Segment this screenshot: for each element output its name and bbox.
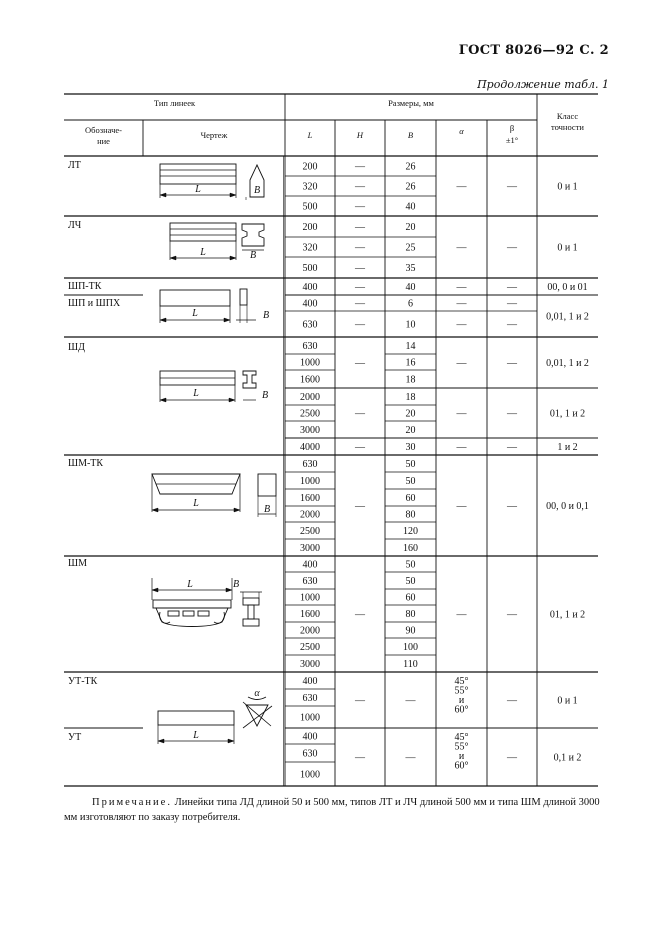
drawing-shape: [214, 612, 224, 623]
cell-alpha: 60°: [454, 704, 469, 716]
cell-L: 2000: [300, 509, 320, 521]
cell-alpha: —: [456, 282, 467, 293]
header-accuracy: точности: [551, 122, 584, 132]
cell-L: 630: [302, 319, 318, 331]
cell-L: 1600: [300, 374, 320, 386]
cell-alpha: —: [456, 298, 467, 310]
cell-L: 2000: [300, 392, 320, 403]
cell-L: 630: [302, 341, 318, 352]
cell-L: 320: [302, 181, 318, 193]
drawing-shape: [229, 398, 235, 402]
note-text: Линейки типа ЛД длиной 50 и 500 мм, типов ЛТ и ЛЧ длиной 500 мм и типа ШМ длиной 3000 мм изготовляют по заказу потребителя.: [64, 797, 600, 823]
cell-alpha: —: [456, 358, 467, 369]
header-sizes-group: Размеры, мм: [388, 98, 434, 108]
cell-L: 1000: [300, 592, 320, 604]
drawing-shape: [234, 508, 240, 512]
cell-H: —: [355, 319, 365, 331]
cell-B: 6: [408, 298, 413, 310]
cell-B: 35: [405, 263, 416, 274]
header-beta: β: [509, 123, 515, 133]
cell-B: 110: [403, 659, 418, 670]
cell-alpha: —: [456, 609, 467, 621]
drawing-shape: [224, 318, 230, 322]
cell-beta: —: [507, 298, 517, 310]
cell-beta: —: [507, 282, 517, 293]
drawing-shape: [153, 600, 231, 608]
cell-L: 4000: [300, 442, 320, 453]
drawing-shape: [242, 224, 264, 246]
cell-alpha: —: [456, 181, 467, 193]
cell-L: 2500: [300, 526, 320, 537]
cell-H: —: [355, 282, 365, 293]
cell-H: —: [355, 222, 365, 233]
cell-B: 16: [405, 357, 416, 369]
cell-class: 0,01, 1 и 2: [546, 311, 589, 323]
label-B: B: [253, 185, 261, 196]
cell-class: 01, 1 и 2: [549, 408, 586, 420]
cell-B: —: [405, 752, 416, 764]
cell-B: 30: [405, 442, 416, 453]
header-H: H: [356, 130, 364, 140]
cell-B: 20: [405, 408, 416, 420]
cell-beta: —: [507, 501, 517, 512]
row-name-SHPTK: ШП-ТК: [68, 281, 102, 292]
cell-alpha: —: [456, 442, 467, 453]
cell-L: 200: [302, 222, 318, 233]
cell-alpha: 45°: [454, 676, 469, 687]
cell-B: 120: [403, 526, 418, 537]
cell-L: 2000: [300, 625, 320, 637]
header-alpha: α: [459, 126, 464, 136]
label-B: B: [262, 310, 270, 321]
cell-L: 1000: [300, 476, 320, 487]
continuation-label: Продолжение табл. 1: [477, 78, 609, 91]
header-designation: Обозначе-: [85, 125, 122, 135]
drawing-shape: [230, 193, 236, 197]
header-type-group: Тип линеек: [153, 98, 196, 108]
cell-L: 1600: [300, 493, 320, 504]
cell-alpha: 55°: [454, 685, 469, 697]
drawing-LT: [160, 164, 264, 200]
cell-H: —: [355, 501, 365, 512]
row-name-LT: ЛТ: [68, 160, 81, 171]
drawing-shape: [152, 508, 158, 512]
cell-L: 1600: [300, 609, 320, 620]
header-B: B: [407, 130, 414, 140]
cell-class: 00, 0 и 01: [547, 282, 588, 293]
cell-L: 400: [302, 676, 318, 687]
cell-L: 2500: [300, 408, 320, 420]
label-B: B: [263, 504, 271, 515]
drawing-shape: [152, 588, 158, 592]
cell-B: 50: [405, 459, 416, 470]
cell-B: 10: [405, 319, 416, 331]
cell-beta: —: [507, 242, 517, 254]
drawing-shape: [230, 256, 236, 260]
cell-B: 80: [405, 509, 416, 521]
cell-L: 1000: [300, 357, 320, 369]
cell-H: —: [355, 358, 365, 369]
cell-H: —: [355, 181, 365, 193]
label-L: L: [193, 498, 199, 509]
cell-beta: —: [507, 752, 517, 764]
drawing-shape: [226, 588, 232, 592]
header-accuracy: Класс: [556, 111, 579, 121]
drawing-SHMTK: [152, 474, 276, 517]
row-name-SHM: ШМ: [68, 558, 87, 569]
cell-class: 1 и 2: [557, 442, 578, 453]
cell-alpha: 45°: [454, 732, 469, 743]
row-name-SHMTK: ШМ-ТК: [68, 458, 104, 469]
cell-L: 500: [302, 263, 318, 274]
cell-B: 20: [405, 425, 416, 436]
cell-H: —: [355, 242, 365, 254]
cell-H: —: [355, 752, 365, 764]
drawing-shape: [240, 289, 247, 305]
cell-beta: —: [507, 442, 517, 453]
cell-beta: —: [507, 695, 517, 707]
cell-H: —: [355, 201, 365, 213]
label-B: B: [249, 250, 257, 261]
cell-B: 100: [403, 642, 418, 653]
header-L: L: [307, 130, 313, 140]
page-header: ГОСТ 8026—92 С. 2: [458, 43, 609, 58]
cell-alpha: —: [456, 501, 467, 512]
drawing-shape: [243, 598, 259, 605]
drawing-LCH: [170, 223, 264, 261]
cell-beta: —: [507, 358, 517, 369]
cell-H: —: [355, 408, 365, 420]
label-L: L: [193, 730, 199, 741]
label-L: L: [200, 247, 206, 258]
label-alpha: α: [254, 688, 260, 699]
cell-L: 3000: [300, 659, 320, 670]
drawing-shape: [160, 164, 236, 184]
cell-B: 50: [405, 476, 416, 487]
header-drawing: Чертеж: [200, 130, 228, 140]
cell-L: 3000: [300, 543, 320, 554]
cell-L: 400: [302, 559, 318, 571]
cell-B: 50: [405, 576, 416, 587]
note-label: Примечание.: [92, 797, 172, 808]
label-B: B: [232, 579, 240, 590]
cell-H: —: [355, 609, 365, 621]
drawing-SHM: [152, 578, 262, 627]
label-L: L: [187, 579, 193, 590]
label-B: B: [261, 390, 269, 401]
cell-L: 200: [302, 161, 318, 173]
drawing-shape: [160, 398, 166, 402]
drawing-UT: [158, 688, 272, 744]
header-beta: ±1°: [505, 135, 519, 145]
cell-B: 26: [405, 181, 416, 193]
drawing-shape: [228, 739, 234, 743]
cell-B: 26: [405, 161, 416, 173]
cell-L: 500: [302, 201, 318, 213]
cell-H: —: [355, 161, 365, 173]
cell-beta: —: [507, 181, 517, 193]
cell-alpha: —: [456, 319, 467, 331]
cell-L: 630: [302, 693, 318, 704]
row-name-SHD: ШД: [68, 342, 85, 353]
cell-L: 320: [302, 242, 318, 254]
cell-class: 0,01, 1 и 2: [546, 358, 589, 369]
label-L: L: [192, 308, 198, 319]
cell-H: —: [355, 298, 365, 310]
cell-alpha: —: [456, 242, 467, 254]
row-name-UTTK: УТ-ТК: [68, 676, 98, 687]
row-name-UT: УТ: [68, 732, 82, 743]
label-L: L: [195, 184, 201, 195]
cell-L: 3000: [300, 425, 320, 436]
cell-B: 60: [405, 493, 416, 504]
cell-class: 0 и 1: [557, 181, 578, 193]
cell-L: 630: [302, 576, 318, 587]
cell-beta: —: [507, 319, 517, 331]
header-designation: ние: [97, 136, 110, 146]
cell-B: 50: [405, 559, 416, 571]
drawing-shape: [170, 256, 176, 260]
cell-L: 400: [302, 298, 318, 310]
cell-H: —: [355, 263, 365, 274]
cell-class: 0 и 1: [557, 242, 578, 254]
cell-B: 40: [405, 201, 416, 213]
drawing-shape: [168, 611, 179, 616]
cell-B: 18: [405, 374, 416, 386]
cell-B: 20: [405, 222, 416, 233]
drawing-SHD: [160, 371, 268, 402]
cell-B: —: [405, 695, 416, 707]
table-note: [64, 795, 609, 825]
cell-L: 400: [302, 282, 318, 293]
drawing-shape: [183, 611, 194, 616]
cell-B: 90: [405, 625, 416, 637]
cell-B: 160: [403, 543, 418, 554]
cell-H: —: [355, 442, 365, 453]
cell-beta: —: [507, 408, 517, 420]
cell-L: 2500: [300, 642, 320, 653]
cell-alpha: 60°: [454, 760, 469, 772]
drawing-shape: [158, 739, 164, 743]
cell-L: 630: [302, 459, 318, 470]
drawing-shape: [243, 371, 256, 388]
drawing-shape: [160, 290, 230, 306]
drawing-SHP: [160, 289, 269, 323]
cell-beta: —: [507, 609, 517, 621]
cell-L: 630: [302, 748, 318, 760]
drawing-line: [243, 702, 271, 726]
cell-B: 25: [405, 242, 416, 254]
cell-L: 1000: [300, 712, 320, 724]
drawing-shape: [160, 318, 166, 322]
row-name-LCH: ЛЧ: [68, 220, 82, 231]
drawing-shape: [198, 611, 209, 616]
cell-B: 80: [405, 609, 416, 620]
drawing-shape: [170, 223, 236, 241]
drawing-shape: [158, 711, 234, 725]
cell-class: 00, 0 и 0,1: [546, 501, 589, 512]
drawing-shape: [243, 619, 259, 626]
cell-B: 40: [405, 282, 416, 293]
drawing-shape: [258, 474, 276, 496]
cell-class: 0,1 и 2: [553, 752, 582, 764]
cell-L: 1000: [300, 769, 320, 781]
cell-L: 400: [302, 731, 318, 743]
cell-class: 0 и 1: [557, 695, 578, 707]
cell-alpha: и: [458, 751, 465, 762]
cell-B: 14: [405, 341, 416, 352]
cell-B: 18: [405, 392, 416, 403]
row-name-SHP: ШП и ШПХ: [68, 298, 121, 309]
cell-alpha: —: [456, 408, 467, 420]
drawing-shape: [248, 605, 254, 619]
cell-B: 60: [405, 592, 416, 604]
cell-alpha: и: [458, 695, 465, 706]
label-L: L: [193, 388, 199, 399]
cell-class: 01, 1 и 2: [549, 609, 586, 621]
cell-alpha: 55°: [454, 741, 469, 753]
cell-H: —: [355, 695, 365, 707]
drawing-shape: [160, 193, 166, 197]
